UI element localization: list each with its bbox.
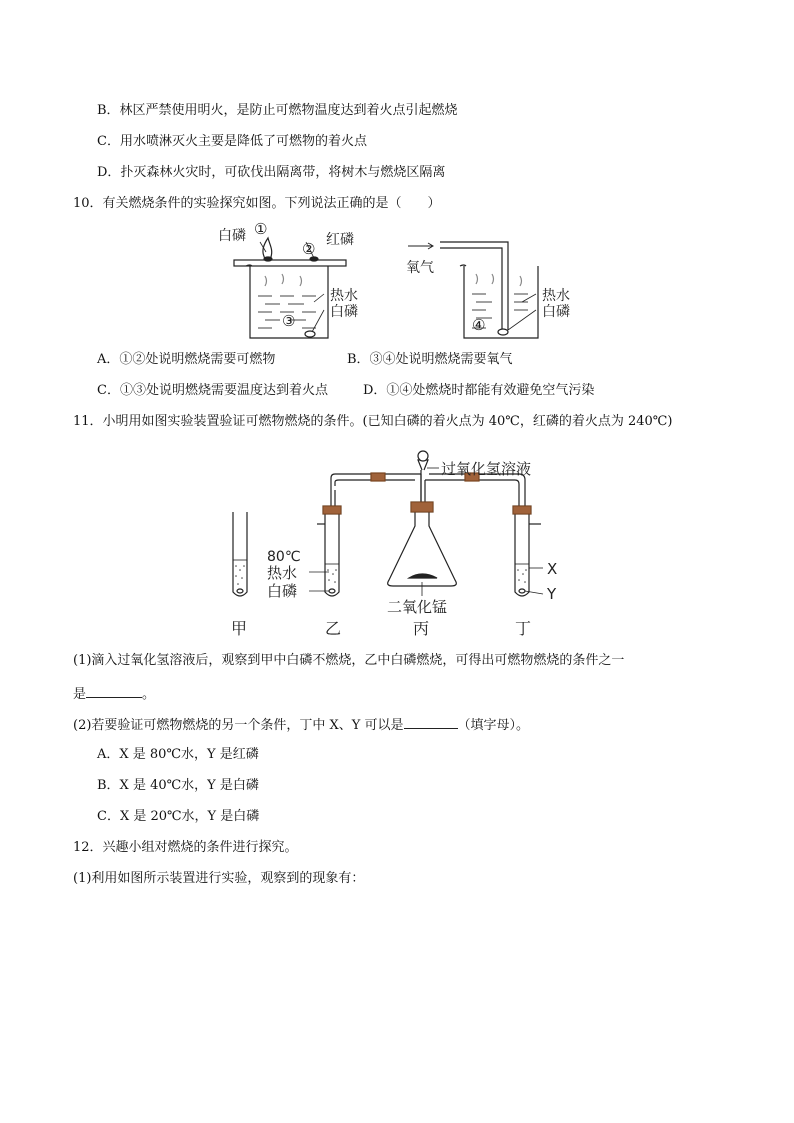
- label-oxygen: 氧气: [406, 260, 434, 276]
- q10-option-d: D．①④处燃烧时都能有效避免空气污染: [363, 383, 595, 398]
- q11-part1-prefix: 是: [73, 687, 87, 702]
- marker-2: ②: [302, 240, 316, 258]
- q11-part2: [73, 716, 529, 734]
- q11-part2-prefix: (2)若要验证可燃物燃烧的另一个条件，丁中 X、Y 可以是: [73, 718, 404, 733]
- marker-1: ①: [254, 220, 268, 238]
- q12-stem: 12．兴趣小组对燃烧的条件进行探究。: [73, 840, 298, 855]
- tube-ding: [513, 506, 543, 596]
- label-white-phosphorus-left: 白磷: [330, 304, 358, 320]
- q9-option-d: D．扑灭森林火灾时，可砍伐出隔离带，将树木与燃烧区隔离: [97, 165, 446, 180]
- label-y: Y: [547, 585, 557, 603]
- tube-jia: [233, 512, 247, 596]
- q10-stem: 10．有关燃烧条件的实验探究如图。下列说法正确的是（ ）: [73, 196, 441, 211]
- label-hot-water: 热水: [267, 564, 298, 582]
- label-hot-water-left: 热水: [330, 288, 358, 304]
- q11-part2-suffix: （填字母）。: [457, 718, 530, 733]
- q9-option-b: B．林区严禁使用明火，是防止可燃物温度达到着火点引起燃烧: [97, 103, 458, 118]
- tube-yi: [317, 486, 341, 596]
- q11-figure: [225, 446, 585, 642]
- q10-option-a: A．①②处说明燃烧需要可燃物: [97, 352, 276, 367]
- q11-part1-line2: [73, 685, 155, 703]
- label-white-phosphorus-right: 白磷: [542, 304, 570, 320]
- label-yi: 乙: [325, 619, 342, 638]
- label-white-phosphorus-top: 白磷: [218, 228, 246, 244]
- label-red-phosphorus: 红磷: [326, 232, 354, 248]
- label-ding: 丁: [515, 619, 532, 638]
- marker-3: ③: [282, 312, 296, 330]
- marker-4: ④: [472, 316, 486, 334]
- label-jia: 甲: [231, 619, 248, 638]
- q11-part2-answer-blank[interactable]: [404, 716, 458, 729]
- label-bing: 丙: [413, 619, 430, 638]
- q11-part1-answer-blank[interactable]: [86, 685, 142, 698]
- q11-option-b: B．X 是 40℃水，Y 是白磷: [97, 778, 259, 793]
- label-hot-water-right: 热水: [542, 288, 570, 304]
- label-mno2: 二氧化锰: [387, 598, 448, 616]
- label-temp: 80℃: [267, 549, 301, 565]
- q10-option-c: C．①③处说明燃烧需要温度达到着火点: [97, 383, 328, 398]
- label-white-phosphorus: 白磷: [267, 582, 298, 600]
- q10-option-b: B．③④处说明燃烧需要氧气: [347, 352, 513, 367]
- label-x: X: [547, 560, 558, 578]
- q11-part1-suffix: 。: [142, 687, 156, 702]
- q11-option-a: A．X 是 80℃水，Y 是红磷: [97, 747, 259, 762]
- q9-option-c: C．用水喷淋灭火主要是降低了可燃物的着火点: [97, 134, 367, 149]
- q12-part1: (1)利用如图所示装置进行实验，观察到的现象有：: [73, 871, 365, 886]
- q11-option-c: C．X 是 20℃水，Y 是白磷: [97, 809, 260, 824]
- q11-part1-line1: (1)滴入过氧化氢溶液后，观察到甲中白磷不燃烧，乙中白磷燃烧，可得出可燃物燃烧的条件之一: [73, 653, 625, 668]
- label-h2o2: 过氧化氢溶液: [441, 460, 532, 478]
- q10-figure: [210, 218, 590, 344]
- q11-stem: 11．小明用如图实验装置验证可燃物燃烧的条件。(已知白磷的着火点为 40℃，红磷的着火点为 240℃): [73, 414, 673, 429]
